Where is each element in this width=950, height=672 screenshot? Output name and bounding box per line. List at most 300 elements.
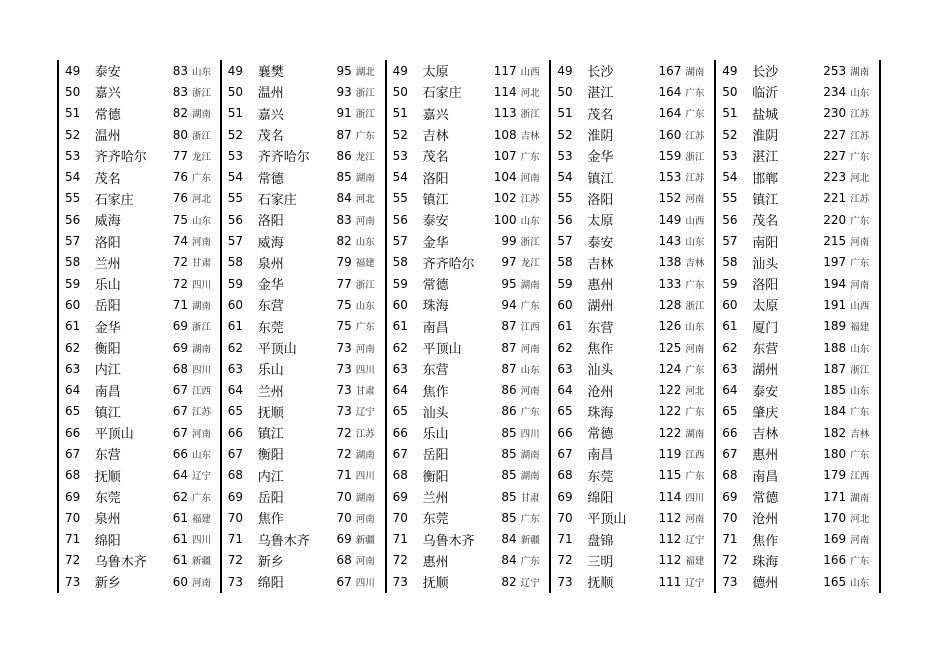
score-cell: 85 [501, 510, 517, 525]
province-cell: 浙江 [520, 237, 540, 249]
score-cell: 230 [823, 106, 847, 121]
city-cell: 乌鲁木齐 [422, 533, 475, 549]
city-cell: 茂名 [752, 214, 779, 230]
score-cell: 86 [501, 404, 517, 419]
rank-cell: 65 [722, 404, 738, 419]
city-cell: 常德 [752, 491, 779, 507]
table-row [222, 507, 385, 528]
rank-cell: 62 [722, 340, 738, 355]
score-cell: 220 [823, 212, 847, 227]
table-row [222, 81, 385, 102]
table-row [222, 273, 385, 294]
score-cell: 223 [823, 170, 847, 185]
rank-cell: 49 [227, 63, 244, 78]
city-cell: 金华 [587, 150, 614, 166]
ranking-table [57, 60, 881, 593]
rank-cell: 73 [65, 574, 81, 589]
city-cell: 衡阳 [94, 342, 121, 357]
score-cell: 75 [172, 212, 189, 227]
score-cell: 221 [823, 191, 847, 206]
table-row [551, 379, 714, 400]
rank-cell: 70 [227, 510, 244, 525]
city-cell: 洛阳 [257, 214, 284, 230]
province-cell: 江苏 [685, 130, 705, 142]
table-row [551, 103, 714, 124]
table-row [551, 401, 714, 422]
rank-cell: 57 [227, 234, 244, 249]
city-cell: 湖州 [587, 299, 614, 315]
table-row [59, 422, 220, 443]
table-row [551, 316, 714, 337]
province-cell: 河北 [520, 87, 540, 99]
ranking-column-2 [222, 60, 387, 593]
table-row [551, 358, 714, 379]
table-row [551, 465, 714, 486]
city-cell: 南昌 [422, 320, 449, 336]
city-cell: 石家庄 [257, 192, 297, 208]
table-row [716, 124, 879, 145]
rank-cell: 64 [722, 383, 738, 398]
city-cell: 东莞 [422, 512, 449, 528]
rank-cell: 64 [392, 383, 408, 398]
table-row [59, 401, 220, 422]
table-row [716, 145, 879, 166]
rank-cell: 62 [392, 340, 408, 355]
score-cell: 79 [336, 255, 352, 270]
city-cell: 三明 [587, 554, 614, 570]
rank-cell: 69 [227, 489, 244, 504]
province-cell: 湖南 [192, 300, 212, 312]
province-cell: 湖南 [355, 173, 375, 185]
city-cell: 吉林 [752, 427, 779, 443]
table-row [387, 60, 550, 81]
province-cell: 龙江 [520, 258, 540, 270]
score-cell: 77 [336, 276, 352, 291]
province-cell: 广东 [192, 492, 212, 504]
score-cell: 93 [336, 84, 352, 99]
score-cell: 62 [172, 489, 189, 504]
table-row [716, 252, 879, 273]
table-row [222, 465, 385, 486]
score-cell: 133 [658, 276, 682, 291]
city-cell: 茂名 [257, 129, 284, 145]
table-row [551, 550, 714, 571]
province-cell: 江西 [192, 386, 212, 398]
table-row [222, 379, 385, 400]
city-cell: 温州 [94, 129, 121, 145]
table-row [551, 422, 714, 443]
rank-cell: 72 [227, 553, 244, 568]
city-cell: 厦门 [752, 320, 779, 336]
table-row [222, 209, 385, 230]
city-cell: 长沙 [587, 65, 614, 81]
rank-cell: 54 [65, 170, 81, 185]
city-cell: 东营 [752, 342, 779, 357]
rank-cell: 53 [65, 148, 81, 163]
rank-cell: 72 [722, 553, 738, 568]
table-row [59, 188, 220, 209]
table-row [387, 443, 550, 464]
score-cell: 82 [336, 234, 352, 249]
city-cell: 东营 [257, 299, 284, 315]
ranking-column-3 [387, 60, 552, 593]
city-cell: 齐齐哈尔 [257, 150, 310, 166]
score-cell: 114 [493, 84, 517, 99]
ranking-column-1 [57, 60, 222, 593]
table-row [222, 401, 385, 422]
city-cell: 常德 [94, 107, 121, 123]
city-cell: 乌鲁木齐 [257, 533, 310, 549]
rank-cell: 64 [227, 383, 244, 398]
score-cell: 82 [172, 106, 189, 121]
city-cell: 东营 [422, 363, 449, 379]
score-cell: 253 [823, 63, 847, 78]
rank-cell: 68 [392, 468, 408, 483]
city-cell: 绵阳 [94, 533, 121, 549]
table-row [222, 337, 385, 358]
province-cell: 山东 [192, 449, 212, 461]
score-cell: 84 [501, 532, 517, 547]
score-cell: 169 [823, 532, 847, 547]
score-cell: 85 [501, 425, 517, 440]
province-cell: 河南 [355, 215, 375, 227]
table-row [387, 316, 550, 337]
province-cell: 河南 [355, 343, 375, 355]
table-row [387, 273, 550, 294]
score-cell: 185 [823, 383, 847, 398]
score-cell: 87 [501, 319, 517, 334]
score-cell: 85 [501, 468, 517, 483]
city-cell: 嘉兴 [422, 107, 449, 123]
table-row [716, 316, 879, 337]
rank-cell: 56 [227, 212, 244, 227]
rank-cell: 67 [392, 446, 408, 461]
score-cell: 67 [172, 404, 189, 419]
score-cell: 115 [658, 468, 682, 483]
score-cell: 188 [823, 340, 847, 355]
city-cell: 泰安 [587, 235, 614, 251]
rank-cell: 51 [392, 106, 408, 121]
city-cell: 常德 [587, 427, 614, 443]
rank-cell: 60 [392, 297, 408, 312]
rank-cell: 57 [722, 234, 738, 249]
score-cell: 125 [658, 340, 682, 355]
province-cell: 四川 [355, 471, 375, 483]
rank-cell: 68 [227, 468, 244, 483]
table-row [222, 230, 385, 251]
rank-cell: 49 [65, 63, 81, 78]
city-cell: 嘉兴 [94, 86, 121, 102]
rank-cell: 61 [227, 319, 244, 334]
rank-cell: 67 [722, 446, 738, 461]
city-cell: 新乡 [94, 576, 121, 592]
table-row [551, 273, 714, 294]
rank-cell: 57 [557, 234, 573, 249]
table-row [387, 401, 550, 422]
table-row [716, 294, 879, 315]
score-cell: 61 [172, 510, 189, 525]
rank-cell: 49 [722, 63, 738, 78]
city-cell: 镇江 [94, 405, 121, 421]
city-cell: 长沙 [752, 65, 779, 81]
city-cell: 兰州 [94, 256, 121, 272]
score-cell: 77 [172, 148, 189, 163]
city-cell: 抚顺 [94, 469, 121, 485]
table-row [59, 145, 220, 166]
table-row [59, 529, 220, 550]
score-cell: 85 [501, 446, 517, 461]
city-cell: 泰安 [94, 65, 121, 81]
score-cell: 126 [658, 319, 682, 334]
table-row [387, 294, 550, 315]
table-row [59, 486, 220, 507]
score-cell: 113 [493, 106, 517, 121]
city-cell: 淮阴 [587, 129, 614, 145]
rank-cell: 61 [557, 319, 573, 334]
rank-cell: 52 [227, 127, 244, 142]
table-row [551, 166, 714, 187]
rank-cell: 52 [392, 127, 408, 142]
city-cell: 太原 [422, 65, 449, 81]
province-cell: 四川 [192, 279, 212, 291]
province-cell: 湖南 [685, 66, 705, 78]
table-row [387, 465, 550, 486]
table-row [551, 188, 714, 209]
province-cell: 河北 [192, 194, 212, 206]
table-row [222, 571, 385, 592]
city-cell: 平顶山 [587, 512, 627, 528]
province-cell: 广东 [850, 258, 870, 270]
rank-cell: 63 [65, 361, 81, 376]
province-cell: 河北 [685, 386, 705, 398]
province-cell: 河南 [520, 173, 540, 185]
province-cell: 江苏 [850, 109, 870, 121]
rank-cell: 72 [557, 553, 573, 568]
city-cell: 石家庄 [422, 86, 462, 102]
table-row [716, 529, 879, 550]
city-cell: 湛江 [587, 86, 614, 102]
rank-cell: 59 [557, 276, 573, 291]
score-cell: 83 [336, 212, 352, 227]
city-cell: 绵阳 [257, 576, 284, 592]
rank-cell: 51 [65, 106, 81, 121]
table-row [59, 379, 220, 400]
city-cell: 泉州 [257, 256, 284, 272]
rank-cell: 70 [557, 510, 573, 525]
table-row [222, 529, 385, 550]
rank-cell: 57 [65, 234, 81, 249]
rank-cell: 73 [722, 574, 738, 589]
rank-cell: 67 [227, 446, 244, 461]
rank-cell: 71 [65, 532, 81, 547]
table-row [551, 209, 714, 230]
score-cell: 234 [823, 84, 847, 99]
score-cell: 165 [823, 574, 847, 589]
province-cell: 河北 [355, 194, 375, 206]
city-cell: 内江 [94, 363, 121, 379]
rank-cell: 58 [227, 255, 244, 270]
score-cell: 76 [172, 170, 189, 185]
score-cell: 197 [823, 255, 847, 270]
table-row [222, 124, 385, 145]
score-cell: 80 [172, 127, 189, 142]
province-cell: 河北 [850, 173, 870, 185]
rank-cell: 54 [392, 170, 408, 185]
rank-cell: 62 [557, 340, 573, 355]
province-cell: 吉林 [685, 258, 705, 270]
province-cell: 四川 [355, 577, 375, 589]
rank-cell: 56 [557, 212, 573, 227]
rank-cell: 53 [557, 148, 573, 163]
province-cell: 河南 [520, 386, 540, 398]
table-row [387, 103, 550, 124]
province-cell: 广东 [685, 471, 705, 483]
rank-cell: 60 [227, 297, 244, 312]
score-cell: 159 [658, 148, 682, 163]
rank-cell: 58 [392, 255, 408, 270]
table-row [59, 103, 220, 124]
score-cell: 107 [493, 148, 517, 163]
rank-cell: 55 [65, 191, 81, 206]
province-cell: 湖南 [520, 279, 540, 291]
city-cell: 泰安 [752, 384, 779, 400]
rank-cell: 63 [722, 361, 738, 376]
province-cell: 广东 [355, 130, 375, 142]
city-cell: 太原 [752, 299, 779, 315]
province-cell: 广东 [520, 151, 540, 163]
province-cell: 山东 [685, 322, 705, 334]
province-cell: 广东 [850, 215, 870, 227]
province-cell: 湖南 [850, 66, 870, 78]
province-cell: 浙江 [685, 151, 705, 163]
table-row [222, 358, 385, 379]
score-cell: 66 [172, 446, 189, 461]
city-cell: 汕头 [752, 256, 779, 272]
city-cell: 岳阳 [94, 299, 121, 315]
table-row [716, 188, 879, 209]
province-cell: 湖南 [192, 343, 212, 355]
city-cell: 兰州 [257, 384, 284, 400]
province-cell: 山东 [850, 87, 870, 99]
city-cell: 焦作 [422, 384, 449, 400]
table-row [387, 486, 550, 507]
city-cell: 威海 [257, 235, 284, 251]
rank-cell: 64 [65, 383, 81, 398]
city-cell: 东营 [587, 320, 614, 336]
table-row [59, 230, 220, 251]
score-cell: 68 [336, 553, 352, 568]
table-row [387, 145, 550, 166]
province-cell: 四川 [355, 364, 375, 376]
rank-cell: 60 [65, 297, 81, 312]
rank-cell: 73 [557, 574, 573, 589]
province-cell: 湖北 [355, 66, 375, 78]
province-cell: 浙江 [192, 322, 212, 334]
province-cell: 河南 [192, 577, 212, 589]
rank-cell: 50 [65, 84, 81, 99]
score-cell: 227 [823, 127, 847, 142]
city-cell: 洛阳 [587, 192, 614, 208]
city-cell: 南阳 [752, 235, 779, 251]
score-cell: 82 [501, 574, 517, 589]
table-row [387, 507, 550, 528]
rank-cell: 70 [392, 510, 408, 525]
score-cell: 72 [336, 446, 352, 461]
table-row [716, 571, 879, 592]
province-cell: 湖南 [685, 428, 705, 440]
rank-cell: 65 [65, 404, 81, 419]
province-cell: 四川 [192, 535, 212, 547]
table-row [59, 465, 220, 486]
table-row [387, 422, 550, 443]
province-cell: 山东 [520, 364, 540, 376]
province-cell: 山东 [850, 386, 870, 398]
table-row [387, 81, 550, 102]
rank-cell: 54 [227, 170, 244, 185]
province-cell: 新疆 [355, 535, 375, 547]
rank-cell: 54 [557, 170, 573, 185]
score-cell: 191 [823, 297, 847, 312]
city-cell: 石家庄 [94, 192, 134, 208]
province-cell: 江苏 [192, 407, 212, 419]
table-row [716, 209, 879, 230]
province-cell: 浙江 [685, 300, 705, 312]
table-row [222, 103, 385, 124]
table-row [59, 252, 220, 273]
province-cell: 河南 [850, 535, 870, 547]
table-row [716, 337, 879, 358]
city-cell: 乌鲁木齐 [94, 554, 147, 570]
rank-cell: 63 [557, 361, 573, 376]
table-row [387, 379, 550, 400]
table-row [59, 166, 220, 187]
score-cell: 91 [336, 106, 352, 121]
rank-cell: 59 [227, 276, 244, 291]
province-cell: 甘肃 [355, 386, 375, 398]
city-cell: 岳阳 [422, 448, 449, 464]
province-cell: 甘肃 [520, 492, 540, 504]
score-cell: 95 [336, 63, 352, 78]
rank-cell: 62 [65, 340, 81, 355]
province-cell: 福建 [685, 556, 705, 568]
score-cell: 194 [823, 276, 847, 291]
province-cell: 江苏 [850, 130, 870, 142]
city-cell: 吉林 [587, 256, 614, 272]
table-row [59, 550, 220, 571]
score-cell: 84 [501, 553, 517, 568]
province-cell: 山东 [685, 237, 705, 249]
province-cell: 山东 [192, 66, 212, 78]
city-cell: 威海 [94, 214, 121, 230]
score-cell: 83 [172, 84, 189, 99]
city-cell: 平顶山 [257, 342, 297, 357]
province-cell: 山西 [850, 300, 870, 312]
province-cell: 辽宁 [355, 407, 375, 419]
province-cell: 辽宁 [520, 577, 540, 589]
rank-cell: 58 [557, 255, 573, 270]
rank-cell: 61 [392, 319, 408, 334]
rank-cell: 49 [557, 63, 573, 78]
table-row [387, 529, 550, 550]
province-cell: 河南 [685, 343, 705, 355]
city-cell: 珠海 [752, 554, 779, 570]
province-cell: 河南 [355, 556, 375, 568]
city-cell: 珠海 [587, 405, 614, 421]
score-cell: 67 [172, 425, 189, 440]
rank-cell: 55 [557, 191, 573, 206]
table-row [222, 316, 385, 337]
rank-cell: 69 [722, 489, 738, 504]
